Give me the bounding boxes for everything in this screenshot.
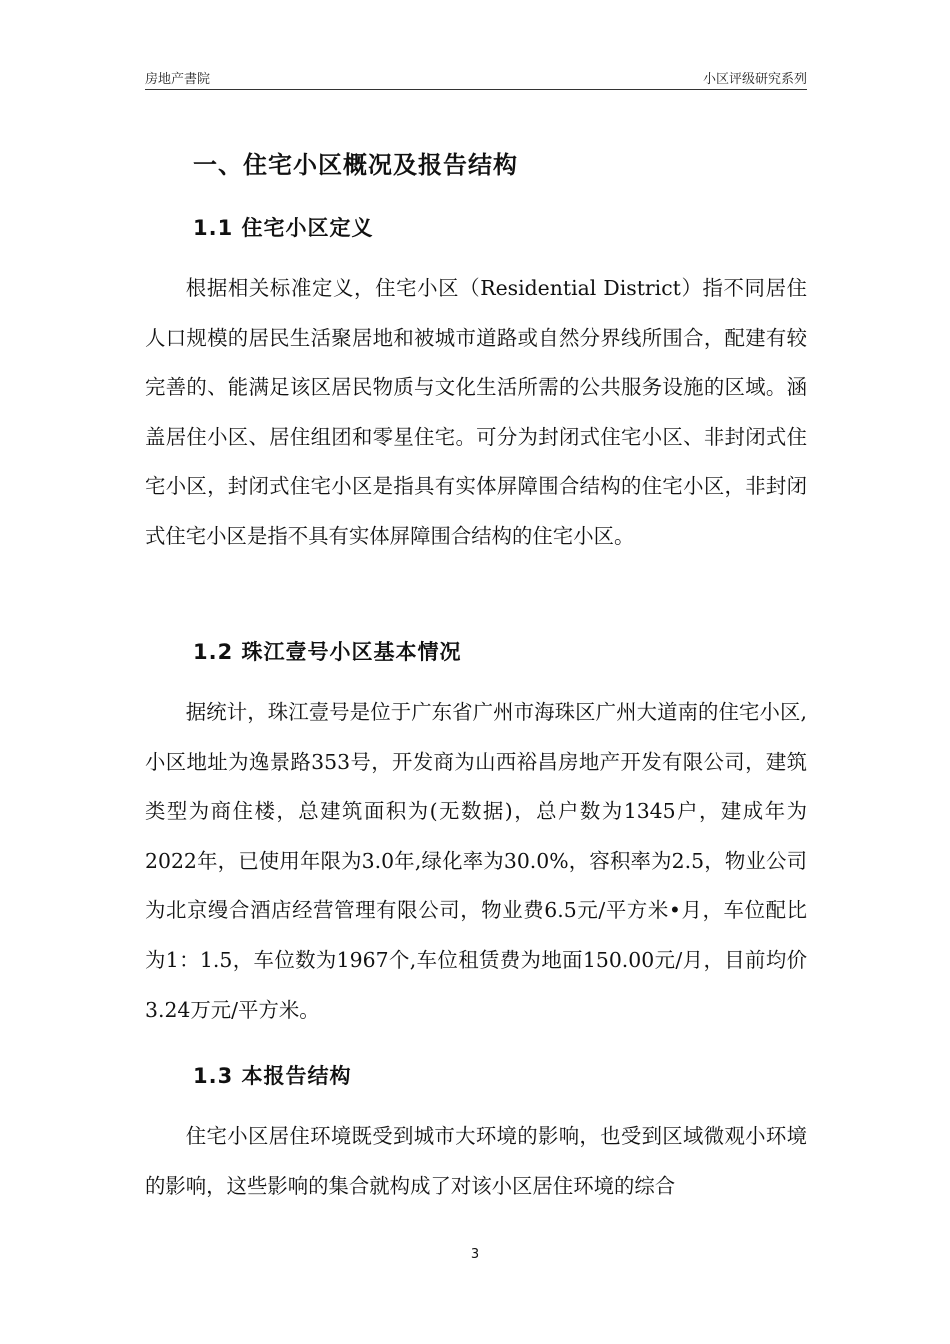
section-heading-1-1: 1.1 住宅小区定义 (193, 216, 374, 240)
chapter-title: 一、住宅小区概况及报告结构 (193, 151, 518, 179)
header-divider (145, 89, 807, 90)
page-header (145, 68, 807, 90)
section-paragraph-1-2: 据统计，珠江壹号是位于广东省广州市海珠区广州大道南的住宅小区,小区地址为逸景路353号，开发商为山西裕昌房地产开发有限公司，建筑类型为商住楼，总建筑面积为(无数据)，总户数为1345户，建成年为2022年，已使用年限为3.0年,绿化率为30.0%，容积率为2.5，物业公司为北京缦合酒店经营管理有限公司，物业费6.5元/平方米•月，车位配比为1：1.5，车位数为1967个,车位租赁费为地面150.00元/月，目前均价3.24万元/平方米。 (145, 700, 807, 1022)
header-publisher: 房地产書院 (145, 72, 211, 87)
section-paragraph-1-3: 住宅小区居住环境既受到城市大环境的影响，也受到区域微观小环境的影响，这些影响的集合就构成了对该小区居住环境的综合 (145, 1124, 807, 1198)
header-series: 小区评级研究系列 (702, 72, 807, 87)
section-heading-1-2: 1.2 珠江壹号小区基本情况 (193, 640, 462, 664)
page-number: 3 (470, 1247, 480, 1262)
section-paragraph-1-1: 根据相关标准定义，住宅小区（Residential District）指不同居住人口规模的居民生活聚居地和被城市道路或自然分界线所围合，配建有较完善的、能满足该区居民物质与文化生活所需的公共服务设施的区域。涵盖居住小区、居住组团和零星住宅。可分为封闭式住宅小区、非封闭式住宅小区，封闭式住宅小区是指具有实体屏障围合结构的住宅小区，非封闭式住宅小区是指不具有实体屏障围合结构的住宅小区。 (145, 276, 807, 548)
section-heading-1-3: 1.3 本报告结构 (193, 1064, 352, 1088)
